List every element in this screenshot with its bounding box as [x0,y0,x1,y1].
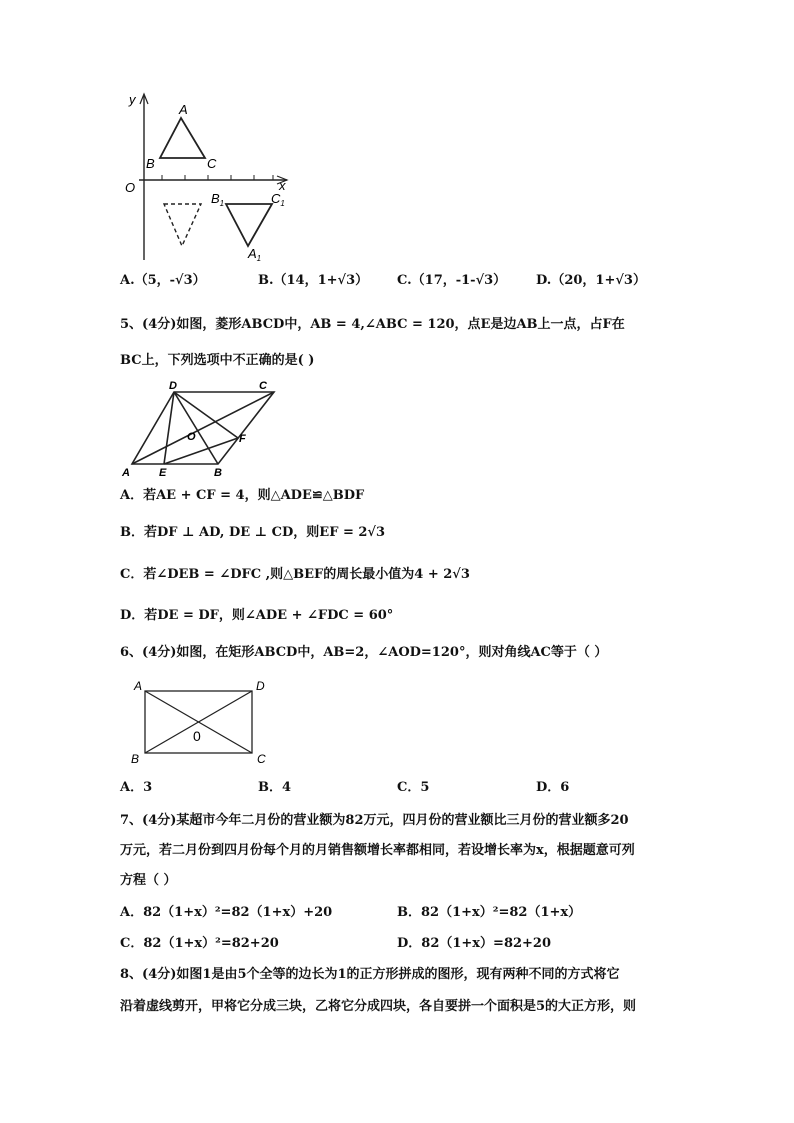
q6-rectangle-figure [126,676,276,770]
q7-option-a: A．82（1+x）²=82（1+x）+20 [120,905,333,920]
svg-text:A1 [247,246,261,263]
q7-question-line3: 方程（ ） [120,873,177,888]
q5-rhombus-figure [118,378,288,478]
q7-option-c: C．82（1+x）²=82+20 [120,936,279,951]
q7-option-b: B．82（1+x）²=82（1+x） [397,905,582,920]
q6-option-b: B．4 [258,780,292,795]
q5-label-E: E [159,467,167,478]
q4-label-C: C [207,156,217,171]
q5-question-line2: BC上，下列选项中不正确的是( ) [120,353,315,368]
q4-option-c: C.（17，-1-√3） [397,273,507,288]
q8-question-line2: 沿着虚线剪开，甲将它分成三块，乙将它分成四块，各自要拼一个面积是5的大正方形，则 [120,999,637,1014]
q4-label-A: A [179,102,188,117]
q5-option-d: D．若DE = DF，则∠ADE + ∠FDC = 60° [120,608,394,623]
q5-label-A: A [122,467,130,478]
q4-option-d: D.（20，1+√3） [536,273,646,288]
q6-option-c: C．5 [397,780,430,795]
q6-label-B: B [131,752,140,766]
q4-origin-label: O [125,180,136,195]
q6-label-D: D [256,679,265,693]
q5-option-c: C．若∠DEB = ∠DFC ,则△BEF的周长最小值为4 + 2√3 [120,567,470,582]
q4-label-C1: C [271,191,281,206]
q4-label-A1: A [248,246,257,261]
svg-text:C1 [271,191,285,208]
q6-label-A: A [134,679,143,693]
q7-option-d: D．82（1+x）=82+20 [397,936,552,951]
q5-label-D: D [169,380,177,392]
q4-coordinate-figure [115,88,305,268]
q4-option-a: A.（5，-√3） [120,273,206,288]
q6-option-d: D．6 [536,780,570,795]
q4-label-A1-sub: 1 [256,254,262,263]
q5-label-F: F [239,433,246,445]
svg-text:B1 [211,191,224,208]
q4-label-B1: B [211,191,220,206]
q6-option-a: A．3 [120,780,153,795]
q4-x-label: x [279,178,286,193]
q5-option-b: B．若DF ⊥ AD, DE ⊥ CD，则EF = 2√3 [120,525,386,540]
q6-label-O: 0 [193,728,201,744]
q8-question-line1: 8、(4分)如图1是由5个全等的边长为1的正方形拼成的图形，现有两种不同的方式将它 [120,967,620,982]
q4-label-B1-sub: 1 [219,199,225,208]
q5-option-a: A．若AE + CF = 4，则△ADE≌△BDF [120,488,365,503]
q7-question-line1: 7、(4分)某超市今年二月份的营业额为82万元，四月份的营业额比三月份的营业额多20 [120,813,629,828]
q6-question-line1: 6、(4分)如图，在矩形ABCD中，AB=2，∠AOD=120°，则对角线AC等于（ ） [120,645,608,660]
q7-question-line2: 万元，若二月份到四月份每个月的月销售额增长率都相同，若设增长率为x，根据题意可列 [120,843,635,858]
q6-label-C: C [257,752,266,766]
q5-question-line1: 5、(4分)如图，菱形ABCD中，AB = 4,∠ABC = 120，点E是边AB上一点，占F在 [120,317,625,332]
q5-label-B: B [214,467,222,478]
q4-option-b: B.（14，1+√3） [258,273,369,288]
q4-label-B: B [146,156,155,171]
q4-label-C1-sub: 1 [280,199,285,208]
q5-label-C: C [259,380,267,392]
q4-y-label: y [129,92,136,107]
q5-label-O: O [187,431,196,443]
